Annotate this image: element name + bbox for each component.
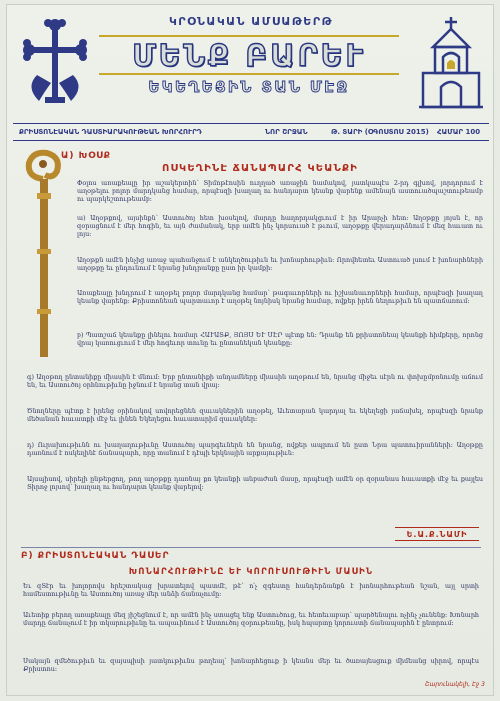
section-a-paragraph: Այսպիսով, սիրելի ընթերցող, թող աղօթքը դառնայ քո կեանքի անբաժան մասը, որպէսզի ամէն օր զօրանաս հաւատքի մէջ եւ քայլես Տիրոջ լոյսով՝ խաղաղ ու հանդարտ կեանք վարելով:: [27, 475, 483, 492]
bishop-crozier-icon: [21, 149, 69, 363]
section-a-paragraph: դ) Ուրախութիւնն ու խաղաղութիւնը Աստուծոյ պարգեւներն են նրանց, ովքեր ապրում են ըստ Նրա պատուիրանների: Աղօթքը դառնում է ոսկեղինէ ճանապարհ, որը տանում է դէպի երկնային արքայութիւն:: [27, 441, 483, 458]
section-b-paragraph: Սակայն զմեծութիւն եւ զայսպիսի յատկութիւնս թողեալ՝ խոնարհեցուք ի կեանս մեր եւ ծառայեսցուք միմեանց սիրով, որպէս Քրիստոս:: [23, 657, 479, 674]
issue-number: ՀԱՄԱՐ 100: [437, 128, 481, 136]
section-a: [15, 145, 487, 545]
issue-date: Թ. ՏԱՐԻ (ՕԳՈՍՏՈՍ 2015): [331, 128, 429, 136]
author-signature: Ե.Ա.Ք.ՆԱՄԻ: [395, 527, 479, 541]
section-a-paragraph: Աղօթքն ամէն ինչից առաջ պահանջում է անկեղծութիւն եւ խոնարհութիւն: Որովհետեւ Աստուած լսում է խոնարհների աղօթքը եւ ընդունում է նրանց խնդրանքը ըստ իր կամքի:: [77, 256, 483, 273]
section-b-badge: Բ) ՔՐԻՍՏՈՆԷԱԿԱՆ ԴԱՍԵՐ: [21, 551, 170, 561]
section-a-paragraph: Փօլոս առաքեալը իր աշակերտին՝ Տիմոթէոսին ուղղած առաջին նամակով, յատկապէս 2-րդ գլխով, յորդորում է աղօթելու բոլոր մարդկանց համար, որպէսզի խաղաղ ու հանդարտ կեանք վարենք ամենայն աստուածպաշտութեամբ ու պարկեշտութեամբ:: [77, 179, 483, 204]
section-divider: [21, 547, 481, 548]
section-a-paragraph: Ծնողները պէտք է իրենց օրինակով սովորեցնեն զաւակներին աղօթել, Աւետարան կարդալ եւ եկեղեցի յաճախել, որպէսզի նրանք մեծանան հաւատքի մէջ եւ լինեն Եկեղեցու հաւատարիմ զաւակներ:: [27, 407, 483, 424]
section-a-paragraph: ա) Աղօթքով, այսինքն՝ Աստուծոյ հետ խօսելով, մարդը հաղորդակցւում է իր Արարչի հետ: Աղօթքը յոյսն է, որ զօրացնում է մեր հոգին, եւ այն ժամանակ, երբ ամէն ինչ կորսուած է թւում, աղօթքը վերադարձնում է մեզ հաւատ ու լոյս:: [77, 214, 483, 239]
continued-note: Շարունակելի, Էջ 3: [424, 681, 485, 688]
top-caption: ԿՐՕՆԱԿԱՆ ԱՄՍԱԹԵՐԹ: [168, 15, 334, 28]
series-label: ՆՈՐ ՇՐՋԱՆ: [265, 128, 308, 136]
newsletter-page: [6, 4, 494, 696]
section-b-paragraph: Աւետիք բերող առաքեալը մեզ յիշեցնում է, որ ամէն ինչ ստացել ենք Աստուծուց, եւ հետեւաբար՝ պարծենալու ոչինչ չունենք: Խոնարհ մարդը ճանաչում է իր տկարութիւնը եւ ապաւինում է Աստուծոյ զօրութեանը, իսկ հպարտը կորուստի ճանապարհն է ընտրում:: [23, 611, 479, 628]
newsletter-subtitle: ԵԿԵՂԵՑԻՆ ՏԱՆ ՄԷՋ: [148, 78, 350, 96]
section-a-paragraph: բ) Պատշաճ կեանքը լինելու համար ՀԱՒԱՏՔ, ՅՈՅՍ ԵՒ ՍԷՐ պէտք են: Դրանք են քրիստոնեայ կեանքի հիմքերը, որոնց վրայ կառուցւում է մեր հոգեւոր տունը եւ ընտանեկան կեանքը:: [77, 331, 483, 348]
section-a-paragraph: Առաքեալը խնդրում է աղօթել բոլոր մարդկանց համար՝ թագաւորների ու իշխանաւորների համար, որպէսզի խաղաղ կեանք վարենք: Քրիստոնեան պարտաւոր է աղօթել նոյնիսկ նրանց համար, ովքեր իրեն նեղութիւն են պատճառում:: [77, 289, 483, 306]
title-frame: [99, 35, 399, 75]
ornate-armenian-cross-icon: [15, 17, 95, 107]
masthead: [7, 5, 495, 123]
publisher-label: ՔՐԻՍՏՈՆԷԱԿԱՆ ԴԱՍՏԻԱՐԱԿՈՒԹԵԱՆ ԽՈՐՀՈՒՐԴ: [19, 128, 202, 136]
section-b-paragraph: Եւ զՏէր եւ խոլորովս հրեշտակաց խրատելով պատմէ, թէ՝ ո՛չ զգեստը հանդերձանքն է խոնարհութեան նշան, այլ սրտի համեստութիւնը եւ Աստուծոյ առաջ մեր անձի ճանաչումը:: [23, 582, 479, 599]
section-b-heading: ԽՈՆԱՐՀՈՒԹԻՒՆԸ ԵՒ ԿՈՐՈՒՍՈՒԹԻՒՆ ՄԱՍԻՆ: [128, 567, 374, 577]
section-a-heading: ՈՍԿԵՂԻՆԷ ՃԱՆԱՊԱՐՀ ԿԵԱՆՔԻ: [161, 163, 359, 174]
section-a-badge: Ա) ԽՕՍՔ: [61, 151, 111, 161]
church-bell-tower-icon: [411, 13, 491, 111]
section-a-paragraph: գ) Աղօթող ընտանիքը միասին է մնում: Երբ ընտանիքի անդամները միասին աղօթում են, նրանց միջեւ սէրն ու փոխըմբռնումը աճում են, եւ Աստուծոյ օրհնութիւնը իջնում է նրանց տան վրայ:: [27, 373, 483, 390]
newsletter-title: ՄԵՆՔ ԲԱՐԵՒ: [132, 39, 366, 74]
issue-info-bar: [13, 123, 489, 141]
